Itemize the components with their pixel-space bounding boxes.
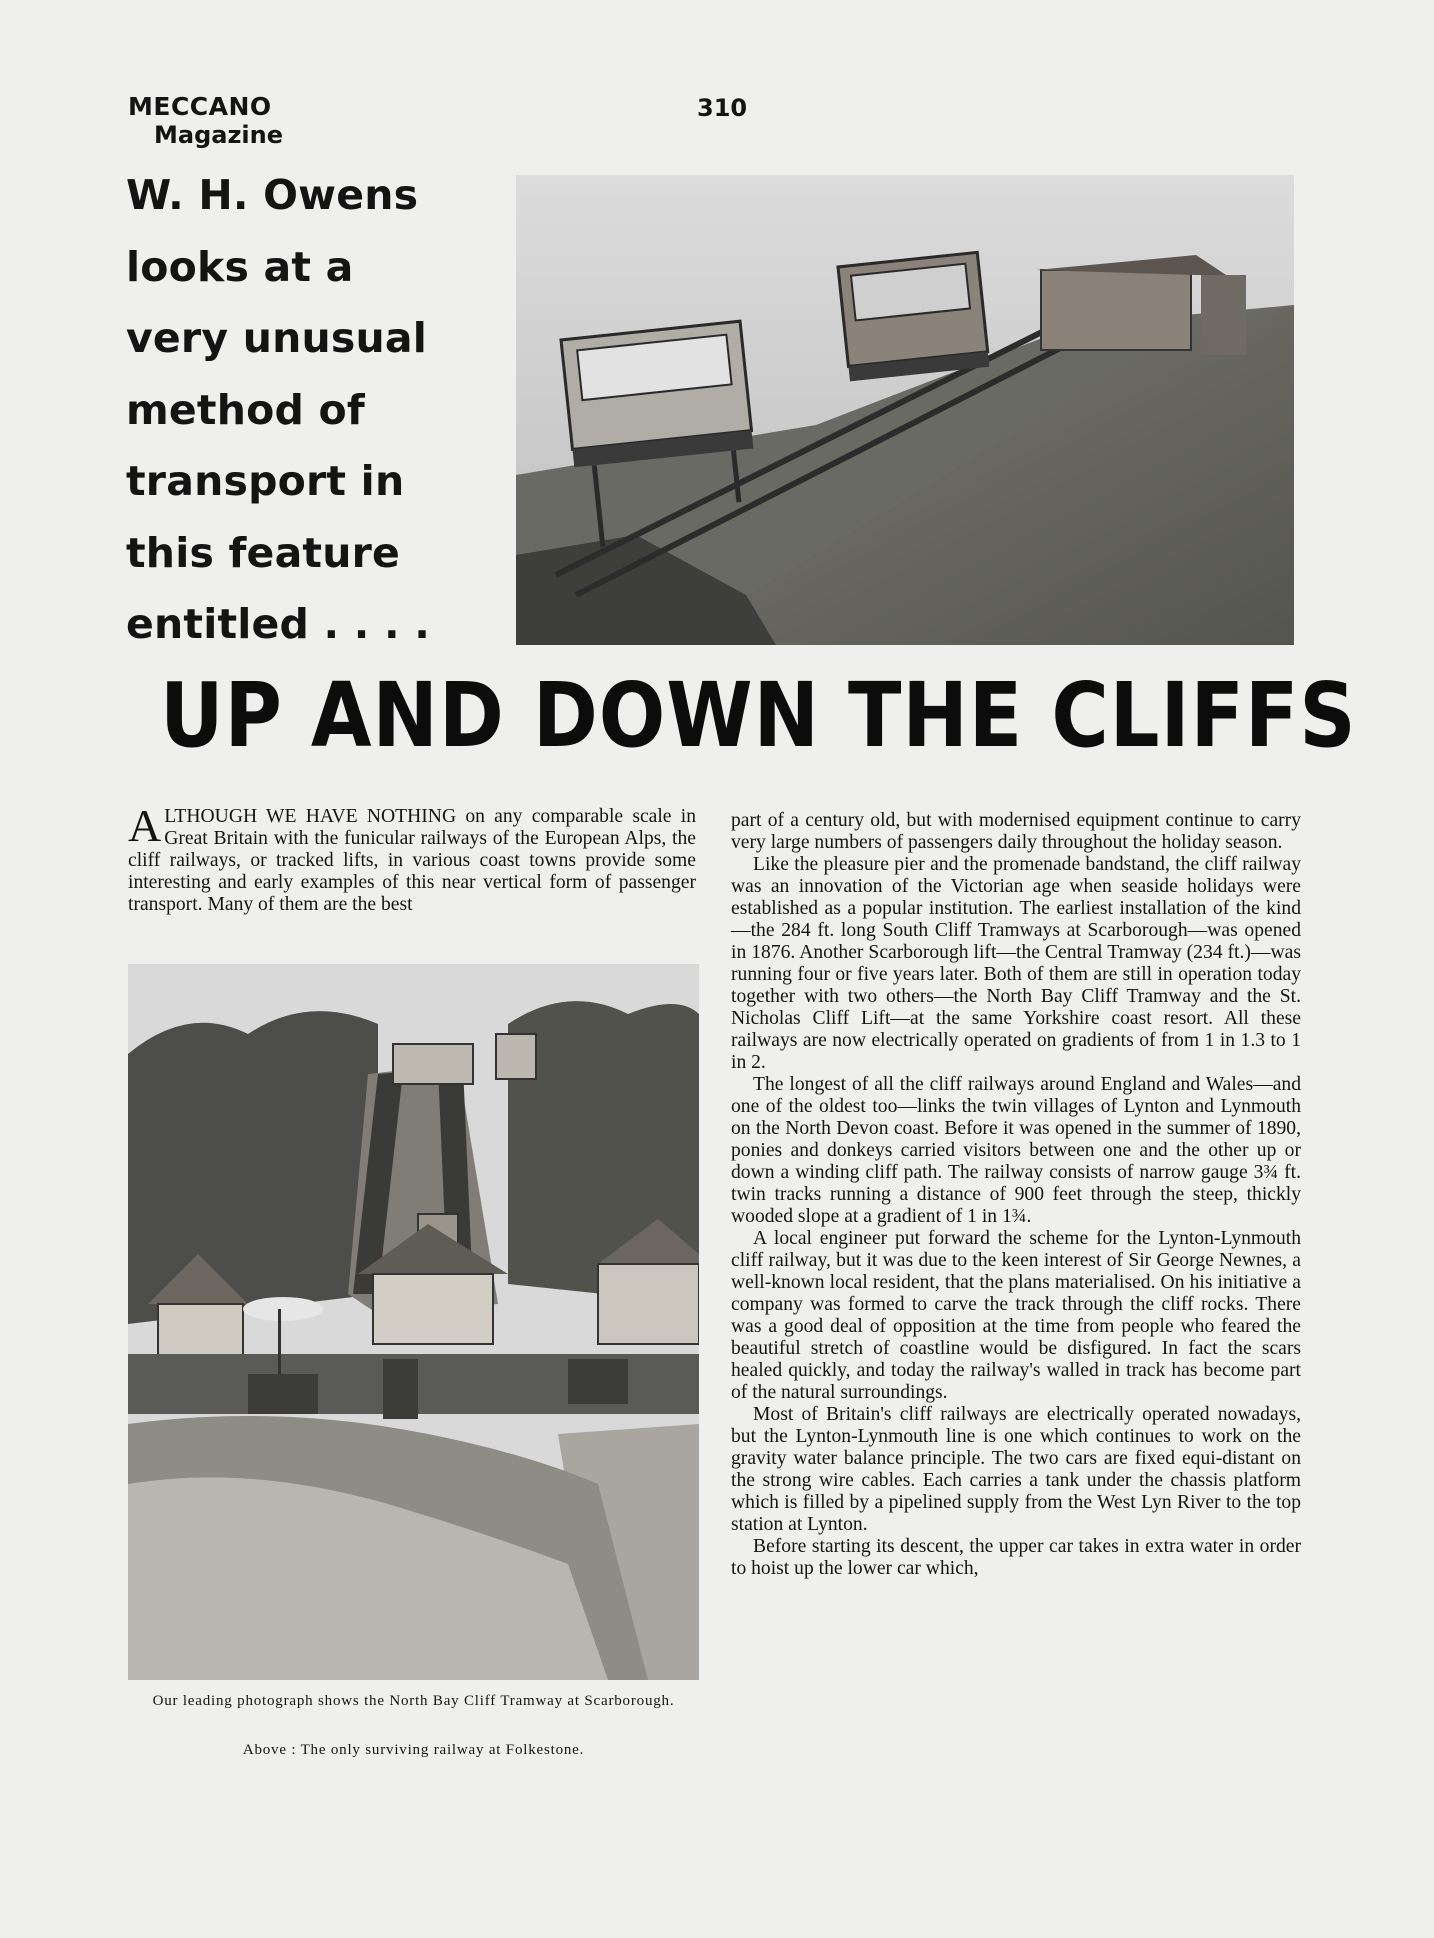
page-number: 310	[697, 94, 748, 122]
drop-cap: A	[128, 800, 162, 851]
article-column-1	[128, 800, 696, 916]
photo-cliff-railway-cars-illustration	[516, 175, 1294, 645]
masthead	[128, 92, 283, 150]
photo-folkestone-railway-illustration	[128, 964, 699, 1680]
intro-line: W. H. Owens	[126, 171, 419, 219]
article-paragraph-text: LTHOUGH WE HAVE NOTHING on any comparable scale in Great Britain with the funicular railways of the European Alps, the cliff railways, or tracked lifts, in various coast towns provide some interesting and early examples of this near vertical form of passenger transport. Many of them are the best	[128, 806, 696, 915]
photo-cliff-railway-cars	[516, 175, 1294, 645]
article-paragraph: part of a century old, but with modernised equipment continue to carry very large numbers of passengers daily throughout the holiday season.	[731, 810, 1301, 853]
intro-line: very unusual	[126, 314, 428, 362]
article-paragraph: Most of Britain's cliff railways are electrically operated nowadays, but the Lynton-Lynmouth line is one which continues to work on the gravity water balance principle. The two cars are fixed equi-distant on the strong wire cables. Each carries a tank under the chassis platform which is filled by a pipelined supply from the West Lyn River to the top station at Lynton.	[731, 1404, 1301, 1535]
intro-line: transport in	[126, 457, 405, 505]
photo-caption-leading: Our leading photograph shows the North Bay Cliff Tramway at Scarborough.	[152, 1693, 675, 1709]
intro-line: looks at a	[126, 242, 354, 291]
intro-line: entitled . . . .	[126, 600, 431, 648]
article-paragraph: The longest of all the cliff railways around England and Wales—and one of the oldest too—links the twin villages of Lynton and Lynmouth on the North Devon coast. Before it was opened in the summer of 1890, ponies and donkeys carried visitors between one and the other up or down a winding cliff path. The railway consists of narrow gauge 3¾ ft. twin tracks running a distance of 900 feet through the steep, thickly wooded slope at a gradient of 1 in 1¾.	[731, 1074, 1301, 1227]
intro-blurb	[126, 160, 506, 661]
masthead-title: MECCANO	[128, 92, 272, 121]
article-paragraph	[128, 800, 696, 916]
masthead-subtitle: Magazine	[154, 121, 284, 149]
intro-line: this feature	[126, 528, 401, 577]
article-paragraph: A local engineer put forward the scheme for the Lynton-Lynmouth cliff railway, but it was due to the keen interest of Sir George Newnes, a well-known local resident, that the plans materialised. On his initiative a company was formed to carve the track through the cliff rocks. There was a good deal of opposition at the time from people who feared the beautiful stretch of coastline would be disfigured. In fact the scars healed quickly, and today the railway's walled in track has become part of the natural surroundings.	[731, 1228, 1301, 1403]
photo-caption-above: Above : The only surviving railway at Folkestone.	[242, 1742, 585, 1758]
article-paragraph: Before starting its descent, the upper car takes in extra water in order to hoist up the lower car which,	[731, 1536, 1301, 1579]
photo-folkestone-railway	[128, 964, 699, 1680]
intro-line: method of	[126, 385, 365, 434]
article-paragraph: Like the pleasure pier and the promenade bandstand, the cliff railway was an innovation of the Victorian age when seaside holidays were established as a popular institution. The earliest installation of the kind—the 284 ft. long South Cliff Tramways at Scarborough—was opened in 1876. Another Scarborough lift—the Central Tramway (234 ft.)—was running four or five years later. Both of them are still in operation today together with two others—the North Bay Cliff Tramway and the St. Nicholas Cliff Lift—at the same Yorkshire coast resort. All these railways are now electrically operated on gradients of from 1 in 1.3 to 1 in 2.	[731, 854, 1301, 1073]
article-headline: UP AND DOWN THE CLIFFS	[160, 663, 1357, 767]
article-column-2	[731, 810, 1301, 1580]
